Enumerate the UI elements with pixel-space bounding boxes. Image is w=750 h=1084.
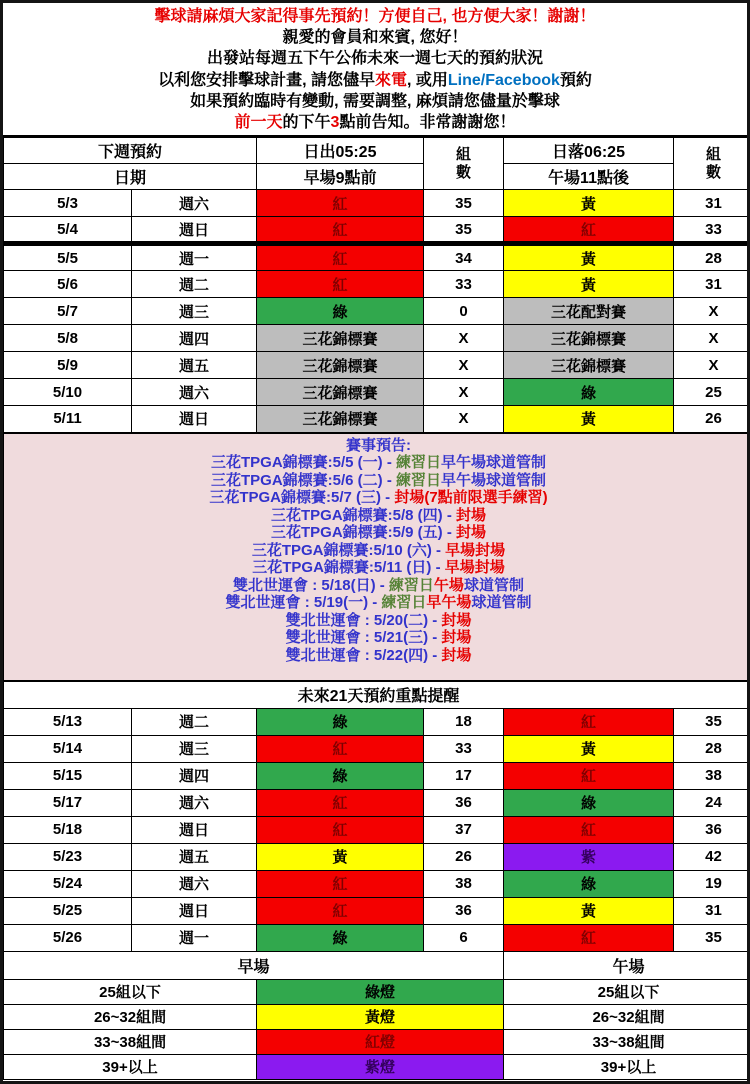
legend-range-cell-morning: 33~38組間 xyxy=(4,1029,257,1054)
group-count-header-am xyxy=(424,138,504,190)
day-cell: 週六 xyxy=(132,379,257,406)
morning-status-cell: 三花錦標賽 xyxy=(257,352,424,379)
afternoon-status-cell: 綠 xyxy=(504,789,674,816)
event-line: 三花TPGA錦標賽:5/6 (二) - 練習日早午場球道管制 xyxy=(210,471,547,489)
legend-chip-cell: 綠燈 xyxy=(257,979,504,1004)
event-line: 三花TPGA錦標賽:5/5 (一) - 練習日早午場球道管制 xyxy=(210,454,547,471)
next-week-header: 下週預約 xyxy=(4,138,257,164)
future-title: 未來21天預約重點提醒 xyxy=(4,681,750,709)
legend-afternoon-header: 午場 xyxy=(504,951,750,979)
day-cell: 週日 xyxy=(132,816,257,843)
legend-chip-cell: 紅燈 xyxy=(257,1029,504,1054)
legend-row xyxy=(4,979,750,1004)
afternoon-count-cell: X xyxy=(674,352,750,379)
afternoon-count-cell: 31 xyxy=(674,271,750,298)
schedule-row xyxy=(4,870,750,897)
morning-count-cell: 35 xyxy=(424,190,504,217)
morning-count-cell: 35 xyxy=(424,217,504,244)
day-cell: 週六 xyxy=(132,870,257,897)
morning-count-cell: 33 xyxy=(424,271,504,298)
group-count-label: 組數 xyxy=(706,146,722,181)
afternoon-count-cell: 25 xyxy=(674,379,750,406)
legend-row xyxy=(4,1004,750,1029)
morning-count-cell: X xyxy=(424,352,504,379)
legend-range-cell-afternoon: 26~32組間 xyxy=(504,1004,750,1029)
schedule-row xyxy=(4,325,750,352)
morning-status-cell: 黃 xyxy=(257,843,424,870)
date-header: 日期 xyxy=(4,164,257,190)
morning-status-cell: 紅 xyxy=(257,789,424,816)
announcement-line: 前一天的下午3點前告知。非常謝謝您！ xyxy=(234,114,516,132)
date-cell: 5/25 xyxy=(4,897,132,924)
afternoon-count-cell: 42 xyxy=(674,843,750,870)
afternoon-status-cell: 綠 xyxy=(504,379,674,406)
date-cell: 5/14 xyxy=(4,735,132,762)
afternoon-count-cell: X xyxy=(674,325,750,352)
schedule-row xyxy=(4,897,750,924)
morning-status-cell: 紅 xyxy=(257,217,424,244)
afternoon-status-cell: 三花錦標賽 xyxy=(504,325,674,352)
date-cell: 5/18 xyxy=(4,816,132,843)
afternoon-status-cell: 紅 xyxy=(504,924,674,951)
morning-count-cell: 34 xyxy=(424,244,504,271)
afternoon-count-cell: 28 xyxy=(674,735,750,762)
morning-count-cell: X xyxy=(424,406,504,433)
day-cell: 週六 xyxy=(132,789,257,816)
morning-count-cell: 33 xyxy=(424,735,504,762)
afternoon-session-header: 午場11點後 xyxy=(504,164,674,190)
event-line: 三花TPGA錦標賽:5/10 (六) - 早場封場 xyxy=(251,541,506,559)
schedule-table xyxy=(3,137,750,1080)
afternoon-status-cell: 三花錦標賽 xyxy=(504,352,674,379)
morning-status-cell: 三花錦標賽 xyxy=(257,325,424,352)
group-count-header-pm xyxy=(674,138,750,190)
event-line: 三花TPGA錦標賽:5/7 (三) - 封場(7點前限選手練習) xyxy=(209,489,548,506)
date-cell: 5/15 xyxy=(4,762,132,789)
day-cell: 週五 xyxy=(132,352,257,379)
afternoon-count-cell: 35 xyxy=(674,708,750,735)
legend-range-cell-morning: 26~32組間 xyxy=(4,1004,257,1029)
afternoon-count-cell: 35 xyxy=(674,924,750,951)
morning-session-header: 早場9點前 xyxy=(257,164,424,190)
legend-row xyxy=(4,1029,750,1054)
afternoon-count-cell: X xyxy=(674,298,750,325)
morning-count-cell: 36 xyxy=(424,897,504,924)
morning-status-cell: 紅 xyxy=(257,735,424,762)
afternoon-count-cell: 36 xyxy=(674,816,750,843)
date-cell: 5/26 xyxy=(4,924,132,951)
sunset-header: 日落06:25 xyxy=(504,138,674,164)
morning-status-cell: 紅 xyxy=(257,190,424,217)
morning-count-cell: 6 xyxy=(424,924,504,951)
afternoon-status-cell: 紅 xyxy=(504,217,674,244)
legend-range-cell-afternoon: 25組以下 xyxy=(504,979,750,1004)
morning-count-cell: 36 xyxy=(424,789,504,816)
morning-count-cell: 26 xyxy=(424,843,504,870)
schedule-row xyxy=(4,244,750,271)
legend-range-cell-morning: 39+以上 xyxy=(4,1054,257,1079)
schedule-row xyxy=(4,271,750,298)
afternoon-status-cell: 紅 xyxy=(504,762,674,789)
event-line: 雙北世運會 : 5/22(四) - 封場 xyxy=(285,646,472,664)
schedule-row xyxy=(4,217,750,244)
legend-range-cell-afternoon: 39+以上 xyxy=(504,1054,750,1079)
day-cell: 週一 xyxy=(132,924,257,951)
date-cell: 5/3 xyxy=(4,190,132,217)
morning-status-cell: 紅 xyxy=(257,870,424,897)
afternoon-count-cell: 38 xyxy=(674,762,750,789)
afternoon-count-cell: 31 xyxy=(674,897,750,924)
afternoon-count-cell: 28 xyxy=(674,244,750,271)
morning-status-cell: 紅 xyxy=(257,244,424,271)
event-line: 雙北世運會 : 5/21(三) - 封場 xyxy=(285,629,472,646)
afternoon-status-cell: 黃 xyxy=(504,244,674,271)
date-cell: 5/4 xyxy=(4,217,132,244)
date-cell: 5/7 xyxy=(4,298,132,325)
schedule-row xyxy=(4,843,750,870)
schedule-row xyxy=(4,352,750,379)
date-cell: 5/24 xyxy=(4,870,132,897)
afternoon-status-cell: 黃 xyxy=(504,190,674,217)
date-cell: 5/6 xyxy=(4,271,132,298)
afternoon-status-cell: 黃 xyxy=(504,735,674,762)
morning-status-cell: 三花錦標賽 xyxy=(257,406,424,433)
schedule-row xyxy=(4,406,750,433)
morning-count-cell: 18 xyxy=(424,708,504,735)
date-cell: 5/11 xyxy=(4,406,132,433)
legend-chip-cell: 紫燈 xyxy=(257,1054,504,1079)
schedule-row xyxy=(4,298,750,325)
morning-count-cell: X xyxy=(424,325,504,352)
event-line: 雙北世運會 : 5/19(一) - 練習日早午場球道管制 xyxy=(225,594,532,611)
future-title-section xyxy=(4,681,750,709)
legend-chip-cell: 黃燈 xyxy=(257,1004,504,1029)
events-panel xyxy=(4,433,750,681)
legend-range-cell-afternoon: 33~38組間 xyxy=(504,1029,750,1054)
day-cell: 週五 xyxy=(132,843,257,870)
announcement-block xyxy=(3,3,747,137)
morning-status-cell: 綠 xyxy=(257,298,424,325)
morning-count-cell: 38 xyxy=(424,870,504,897)
afternoon-status-cell: 紅 xyxy=(504,816,674,843)
date-cell: 5/5 xyxy=(4,244,132,271)
afternoon-count-cell: 26 xyxy=(674,406,750,433)
legend-morning-header: 早場 xyxy=(4,951,504,979)
morning-status-cell: 紅 xyxy=(257,816,424,843)
day-cell: 週三 xyxy=(132,298,257,325)
afternoon-status-cell: 黃 xyxy=(504,271,674,298)
date-cell: 5/13 xyxy=(4,708,132,735)
day-cell: 週日 xyxy=(132,217,257,244)
morning-count-cell: X xyxy=(424,379,504,406)
announcement-line: 以利您安排擊球計畫, 請您儘早來電, 或用Line/Facebook預約 xyxy=(158,71,592,89)
schedule-row xyxy=(4,708,750,735)
morning-status-cell: 紅 xyxy=(257,897,424,924)
next-week-rows xyxy=(4,190,750,433)
schedule-row xyxy=(4,816,750,843)
announcement-line: 出發站每週五下午公佈未來一週七天的預約狀況 xyxy=(206,50,543,68)
date-cell: 5/23 xyxy=(4,843,132,870)
day-cell: 週四 xyxy=(132,762,257,789)
morning-status-cell: 紅 xyxy=(257,271,424,298)
afternoon-status-cell: 三花配對賽 xyxy=(504,298,674,325)
day-cell: 週日 xyxy=(132,897,257,924)
schedule-row xyxy=(4,190,750,217)
date-cell: 5/8 xyxy=(4,325,132,352)
schedule-row xyxy=(4,789,750,816)
schedule-row xyxy=(4,762,750,789)
schedule-row xyxy=(4,379,750,406)
date-cell: 5/9 xyxy=(4,352,132,379)
day-cell: 週六 xyxy=(132,190,257,217)
day-cell: 週二 xyxy=(132,708,257,735)
day-cell: 週四 xyxy=(132,325,257,352)
afternoon-count-cell: 33 xyxy=(674,217,750,244)
group-count-label: 組數 xyxy=(456,146,472,181)
morning-status-cell: 綠 xyxy=(257,762,424,789)
day-cell: 週二 xyxy=(132,271,257,298)
schedule-row xyxy=(4,924,750,951)
event-line: 三花TPGA錦標賽:5/9 (五) - 封場 xyxy=(270,524,487,541)
afternoon-count-cell: 31 xyxy=(674,190,750,217)
afternoon-status-cell: 黃 xyxy=(504,406,674,433)
event-line: 賽事預告: xyxy=(346,436,411,454)
afternoon-count-cell: 24 xyxy=(674,789,750,816)
event-line: 三花TPGA錦標賽:5/8 (四) - 封場 xyxy=(270,506,487,524)
day-cell: 週三 xyxy=(132,735,257,762)
afternoon-status-cell: 紅 xyxy=(504,708,674,735)
future-rows xyxy=(4,708,750,951)
afternoon-status-cell: 紫 xyxy=(504,843,674,870)
legend-section xyxy=(4,951,750,1079)
event-line: 三花TPGA錦標賽:5/11 (日) - 早場封場 xyxy=(252,559,505,576)
events-section xyxy=(4,433,750,681)
date-cell: 5/17 xyxy=(4,789,132,816)
morning-count-cell: 17 xyxy=(424,762,504,789)
day-cell: 週日 xyxy=(132,406,257,433)
announcement-line: 擊球請麻煩大家記得事先預約！方便自己, 也方便大家！謝謝！ xyxy=(154,8,596,25)
morning-count-cell: 37 xyxy=(424,816,504,843)
morning-status-cell: 綠 xyxy=(257,708,424,735)
date-cell: 5/10 xyxy=(4,379,132,406)
legend-row xyxy=(4,1054,750,1079)
event-line: 雙北世運會 : 5/20(二) - 封場 xyxy=(285,611,472,629)
announcement-line: 如果預約臨時有變動, 需要調整, 麻煩請您儘量於擊球 xyxy=(190,92,560,110)
morning-status-cell: 綠 xyxy=(257,924,424,951)
legend-range-cell-morning: 25組以下 xyxy=(4,979,257,1004)
announcement-line: 親愛的會員和來賓, 您好！ xyxy=(282,29,468,47)
schedule-row xyxy=(4,735,750,762)
sunrise-header: 日出05:25 xyxy=(257,138,424,164)
morning-count-cell: 0 xyxy=(424,298,504,325)
day-cell: 週一 xyxy=(132,244,257,271)
table-header xyxy=(4,138,750,190)
afternoon-status-cell: 綠 xyxy=(504,870,674,897)
afternoon-status-cell: 黃 xyxy=(504,897,674,924)
afternoon-count-cell: 19 xyxy=(674,870,750,897)
morning-status-cell: 三花錦標賽 xyxy=(257,379,424,406)
event-line: 雙北世運會 : 5/18(日) - 練習日午場球道管制 xyxy=(233,576,524,594)
